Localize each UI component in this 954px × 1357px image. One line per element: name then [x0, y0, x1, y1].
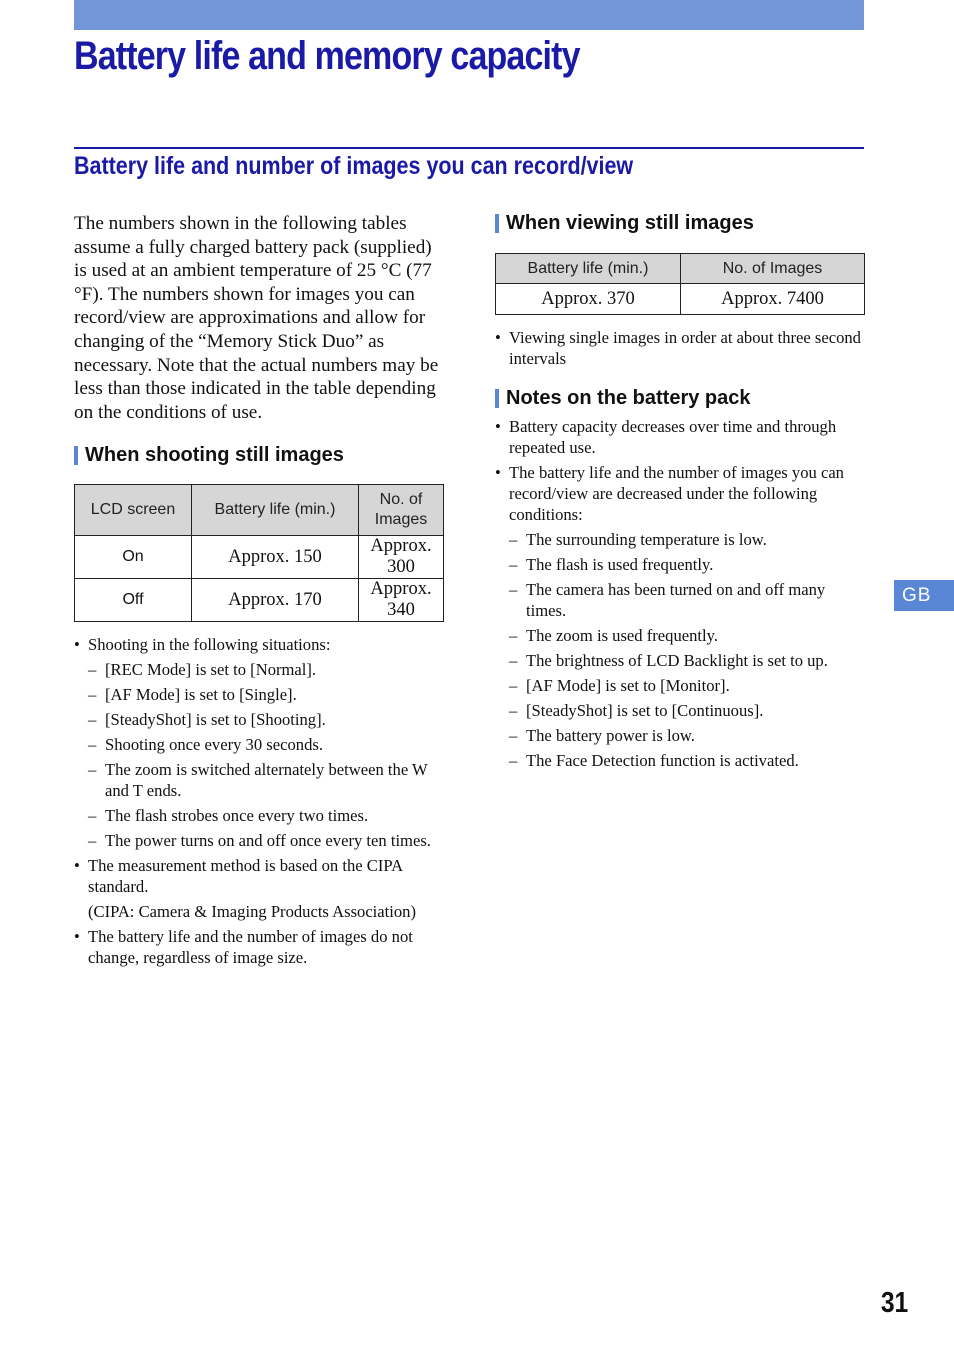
column-header: Battery life (min.): [192, 485, 359, 536]
dash-icon: –: [509, 726, 518, 745]
list-item: [74, 926, 444, 968]
table-cell: Approx. 370: [496, 284, 681, 315]
list-item-text: The flash strobes once every two times.: [105, 806, 369, 826]
table-row: [75, 536, 444, 579]
column-header: No. of Images: [681, 254, 865, 284]
table-cell: Approx. 7400: [681, 284, 865, 315]
dash-icon: –: [88, 660, 97, 680]
list-item-text: The surrounding temperature is low.: [526, 530, 767, 549]
battery-notes-heading-label: Notes on the battery pack: [506, 387, 751, 409]
heading-marker-icon: [495, 214, 499, 233]
language-tab: GB: [894, 580, 954, 611]
section-heading: Battery life and number of images you can record/view: [74, 152, 634, 180]
dash-icon: –: [509, 651, 518, 670]
page-number: 31: [880, 1287, 908, 1319]
list-item-text: Viewing single images in order at about three second intervals: [509, 328, 861, 368]
list-item-text: [REC Mode] is set to [Normal].: [105, 660, 317, 680]
table-cell: On: [75, 536, 192, 579]
list-item-text: The zoom is used frequently.: [526, 626, 719, 645]
list-item-text: The battery life and the number of images you can record/view are decreased under the following conditions:: [509, 463, 844, 524]
viewing-heading-label: When viewing still images: [506, 212, 754, 234]
battery-notes-list: [495, 416, 865, 771]
right-column: [495, 212, 865, 775]
list-item-text: The power turns on and off once every ten times.: [105, 831, 431, 851]
list-item: [509, 650, 865, 671]
dash-icon: –: [509, 751, 518, 770]
bullet-icon: •: [74, 635, 80, 655]
list-item: [88, 709, 444, 730]
bullet-icon: •: [495, 463, 501, 482]
table-header-row: [496, 254, 865, 284]
table-row: [75, 579, 444, 622]
column-header: No. of Images: [359, 485, 444, 536]
list-item: [509, 725, 865, 746]
column-header: Battery life (min.): [496, 254, 681, 284]
shooting-heading-label: When shooting still images: [85, 444, 344, 467]
viewing-table: [495, 253, 865, 315]
list-item-text: The brightness of LCD Backlight is set to up.: [526, 651, 828, 670]
shooting-notes-list: [74, 634, 444, 968]
list-item: [88, 734, 444, 755]
bullet-icon: •: [495, 417, 501, 436]
table-row: [496, 284, 865, 315]
shooting-table: [74, 484, 444, 622]
list-item: [509, 675, 865, 696]
dash-icon: –: [88, 760, 97, 780]
heading-marker-icon: [74, 446, 78, 465]
header-color-bar: [74, 0, 864, 30]
dash-icon: –: [88, 685, 97, 705]
intro-paragraph: The numbers shown in the following tables assume a fully charged battery pack (supplied) is used at an ambient temperature of 25 °C (77 °F). The numbers shown for images you can record/view are approximations and allow for changing of the “Memory Stick Duo” as necessary. Note that the actual numbers may be less than those indicated in the table depending on the conditions of use.: [74, 213, 439, 423]
column-header: LCD screen: [75, 485, 192, 536]
shooting-heading: [74, 444, 444, 467]
list-item: [74, 855, 444, 922]
list-item: [74, 634, 444, 851]
list-item-text: The measurement method is based on the CIPA standard.: [88, 856, 403, 897]
list-item: [509, 700, 865, 721]
list-item-text: The camera has been turned on and off many times.: [526, 580, 826, 620]
list-item: [495, 416, 865, 458]
list-item-text: Shooting once every 30 seconds.: [105, 735, 323, 755]
list-item: [88, 805, 444, 826]
dash-icon: –: [509, 530, 518, 549]
list-item: [495, 327, 865, 369]
list-item: [495, 462, 865, 771]
list-item-text: [SteadyShot] is set to [Continuous].: [526, 701, 764, 720]
list-item: [88, 759, 444, 801]
conditions-list: [509, 529, 865, 771]
bullet-icon: •: [74, 856, 80, 876]
list-item-text: [AF Mode] is set to [Monitor].: [526, 676, 730, 695]
dash-icon: –: [509, 555, 518, 574]
table-cell: Approx. 150: [192, 536, 359, 579]
situations-list: [88, 659, 444, 851]
heading-marker-icon: [495, 389, 499, 408]
list-item: [509, 579, 865, 621]
dash-icon: –: [88, 831, 97, 851]
list-item: [88, 830, 444, 851]
list-item-text: [AF Mode] is set to [Single].: [105, 685, 297, 705]
dash-icon: –: [88, 735, 97, 755]
table-header-row: [75, 485, 444, 536]
dash-icon: –: [88, 806, 97, 826]
list-item: [509, 625, 865, 646]
table-cell: Off: [75, 579, 192, 622]
viewing-notes-list: [495, 327, 865, 369]
list-item-text: The Face Detection function is activated.: [526, 751, 799, 770]
battery-notes-heading: [495, 387, 865, 410]
list-item-text: The flash is used frequently.: [526, 555, 714, 574]
page-title: Battery life and memory capacity: [74, 34, 580, 78]
list-item: [509, 529, 865, 550]
list-item: [88, 684, 444, 705]
left-column: [74, 212, 444, 972]
viewing-heading: [495, 212, 865, 235]
list-item-text: The zoom is switched alternately between the W and T ends.: [105, 760, 428, 801]
section-divider: [74, 147, 864, 149]
list-item: [88, 659, 444, 680]
dash-icon: –: [88, 710, 97, 730]
list-item-text: The battery life and the number of images do not change, regardless of image size.: [88, 927, 413, 968]
cipa-note: (CIPA: Camera & Imaging Products Association): [88, 902, 417, 922]
list-item-text: Battery capacity decreases over time and through repeated use.: [509, 417, 837, 457]
bullet-icon: •: [74, 927, 80, 947]
list-item-text: Shooting in the following situations:: [88, 635, 331, 655]
list-item: [509, 554, 865, 575]
table-cell: Approx. 340: [359, 579, 444, 622]
list-item: [509, 750, 865, 771]
list-item-text: The battery power is low.: [526, 726, 695, 745]
bullet-icon: •: [495, 328, 501, 347]
dash-icon: –: [509, 701, 518, 720]
dash-icon: –: [509, 626, 518, 645]
table-cell: Approx. 300: [359, 536, 444, 579]
dash-icon: –: [509, 580, 518, 599]
dash-icon: –: [509, 676, 518, 695]
table-cell: Approx. 170: [192, 579, 359, 622]
list-item-text: [SteadyShot] is set to [Shooting].: [105, 710, 326, 730]
